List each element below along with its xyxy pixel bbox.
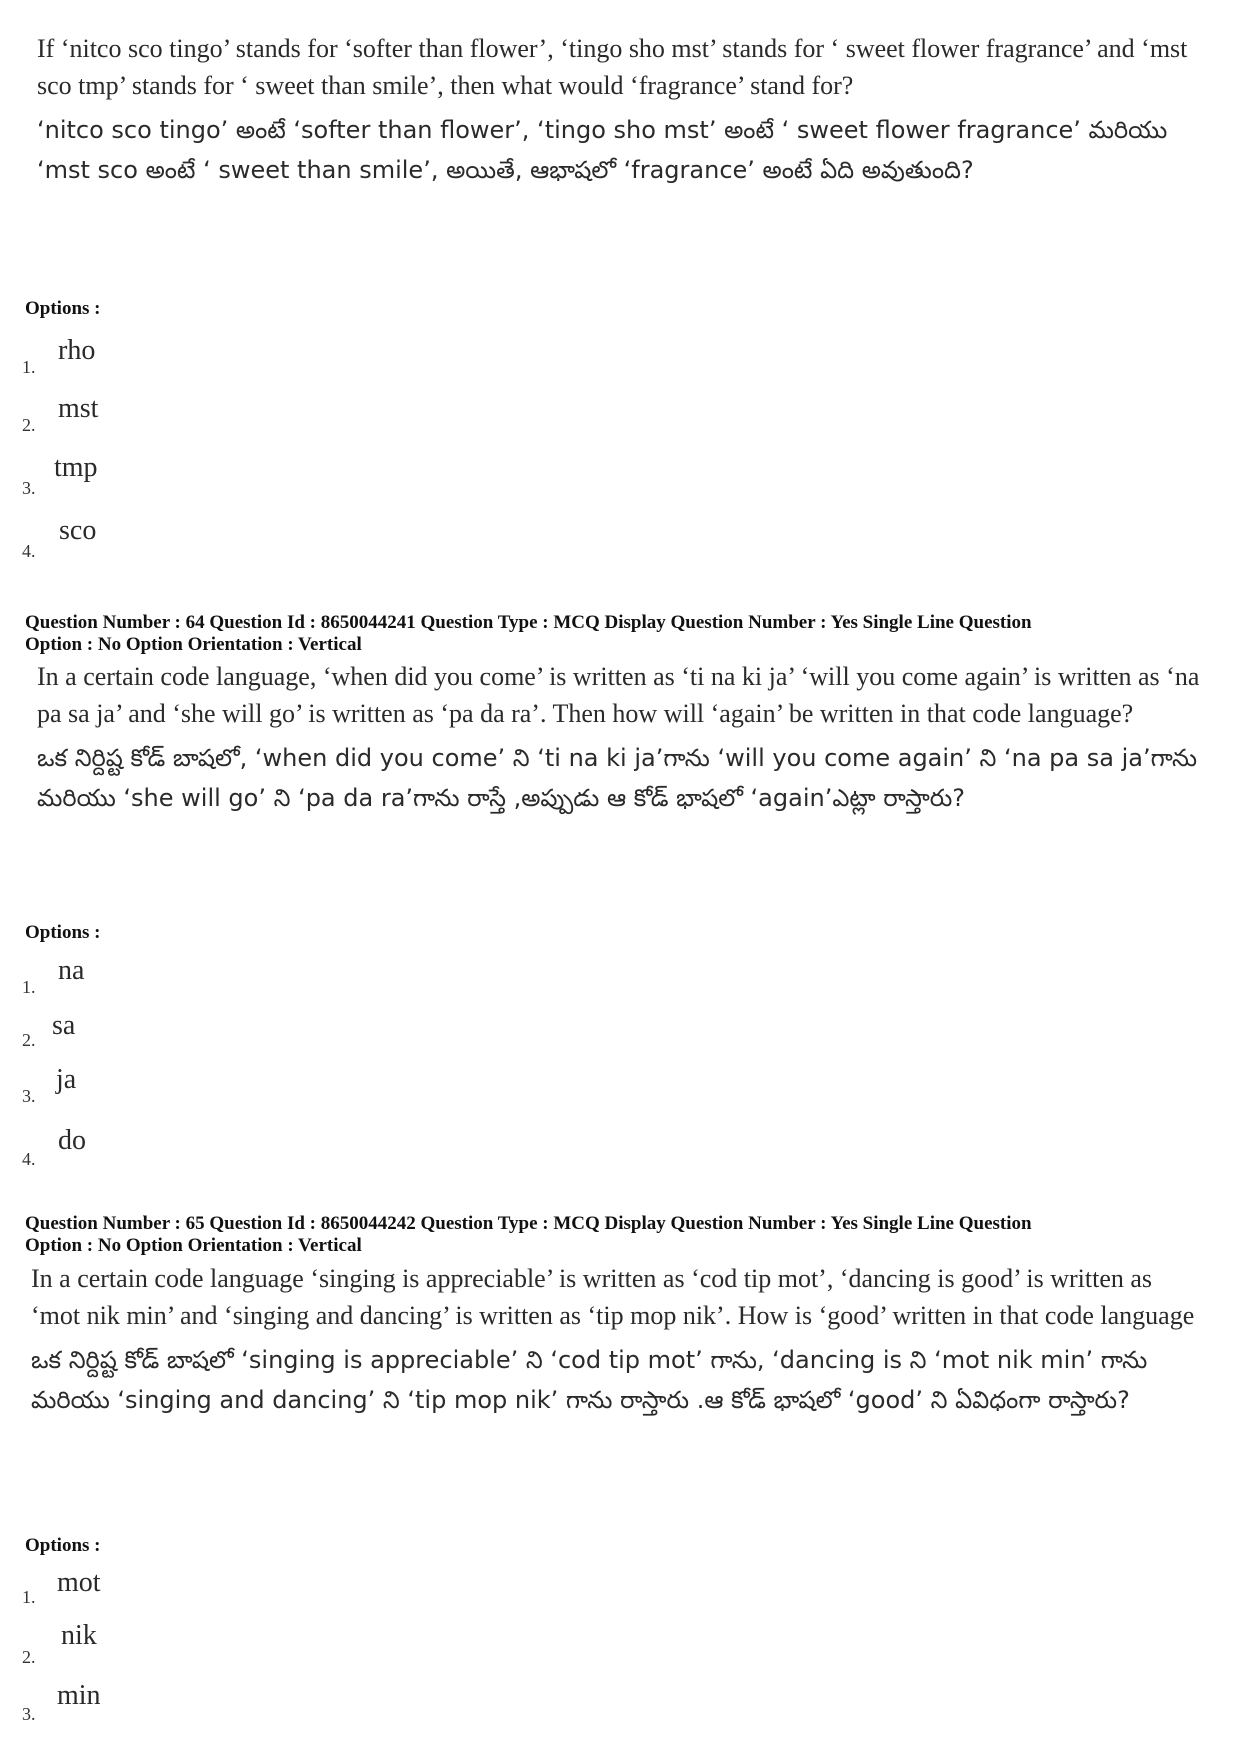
question-65-meta-line-2: Option : No Option Orientation : Vertical xyxy=(25,1235,362,1256)
option-text: mst xyxy=(58,393,99,424)
question-64-meta xyxy=(25,612,1225,656)
option-number: 3. xyxy=(22,1704,36,1724)
question-63-text xyxy=(37,30,1207,190)
question-63-options-label: Options : xyxy=(25,298,101,319)
question-65-option-2[interactable] xyxy=(22,1620,622,1670)
question-64-option-3[interactable] xyxy=(22,1064,622,1114)
question-63-telugu: ‘nitco sco tingo’ అంటే ‘softer than flower’, ‘tingo sho mst’ అంటే ‘ sweet flower fragrance’ మరియు ‘mst sco అంటే ‘ sweet than smile’, అయితే, ఆభాషలో ‘fragrance’ అంటే ఏది అవుతుంది? xyxy=(37,116,1168,184)
option-number: 4. xyxy=(22,541,36,561)
option-number: 3. xyxy=(22,478,36,498)
question-65-telugu: ఒక నిర్దిష్ట కోడ్ బాషలో ‘singing is appreciable’ ని ‘cod tip mot’ గాను, ‘dancing is ని ‘mot nik min’ గాను మరియు ‘singing and dancing’ ని ‘tip mop nik’ గాను రాస్తారు .ఆ కోడ్ భాషలో ‘good’ ని ఏవిధంగా రాస్తారు? xyxy=(31,1346,1148,1414)
option-text: sco xyxy=(59,515,97,546)
option-number: 2. xyxy=(22,1647,36,1667)
question-63-english: If ‘nitco sco tingo’ stands for ‘softer than flower’, ‘tingo sho mst’ stands for ‘ sweet flower fragrance’ and ‘mst sco tmp’ stands for ‘ sweet than smile’, then what would ‘fragrance’ stand for? xyxy=(37,34,1188,100)
question-63-option-4[interactable] xyxy=(22,515,622,565)
option-text: ja xyxy=(56,1064,77,1095)
option-text: mot xyxy=(57,1567,101,1598)
question-64-option-4[interactable] xyxy=(22,1125,622,1175)
option-number: 1. xyxy=(22,977,36,997)
question-64-options-label: Options : xyxy=(25,922,101,943)
option-text: sa xyxy=(52,1010,76,1041)
option-text: nik xyxy=(61,1620,97,1651)
option-text: min xyxy=(57,1680,101,1711)
question-64-option-1[interactable] xyxy=(22,955,622,1005)
question-65-meta-line-1: Question Number : 65 Question Id : 8650044242 Question Type : MCQ Display Question Number : Yes Single Line Question xyxy=(25,1213,1032,1234)
question-64-text xyxy=(37,658,1207,818)
question-64-telugu: ఒక నిర్దిష్ట కోడ్ బాషలో, ‘when did you come’ ని ‘ti na ki ja’గాను ‘will you come again’ ని ‘na pa sa ja’గాను మరియు ‘she will go’ ని ‘pa da ra’గాను రాస్తే ,అప్పుడు ఆ కోడ్ భాషలో ‘again’ఎట్లా రాస్తారు? xyxy=(37,744,1198,812)
option-text: do xyxy=(58,1125,86,1156)
option-text: rho xyxy=(58,335,96,366)
question-64-meta-line-2: Option : No Option Orientation : Vertical xyxy=(25,634,362,655)
question-65-english: In a certain code language ‘singing is appreciable’ is written as ‘cod tip mot’, ‘dancing is good’ is written as ‘mot nik min’ and ‘singing and dancing’ is written as ‘tip mop nik’. How is ‘good’ written in that code language xyxy=(31,1264,1195,1330)
option-number: 4. xyxy=(22,1149,36,1169)
option-number: 1. xyxy=(22,1587,36,1607)
question-65-options-label: Options : xyxy=(25,1535,101,1556)
question-63-option-1[interactable] xyxy=(22,335,622,385)
question-65-option-3[interactable] xyxy=(22,1680,622,1730)
option-number: 1. xyxy=(22,357,36,377)
question-63-option-3[interactable] xyxy=(22,452,622,502)
question-63-option-2[interactable] xyxy=(22,393,622,443)
question-65-meta xyxy=(25,1213,1225,1257)
option-number: 3. xyxy=(22,1086,36,1106)
question-64-option-2[interactable] xyxy=(22,1010,622,1060)
option-text: tmp xyxy=(54,452,98,483)
question-64-english: In a certain code language, ‘when did you come’ is written as ‘ti na ki ja’ ‘will you come again’ is written as ‘na pa sa ja’ and ‘she will go’ is written as ‘pa da ra’. Then how will ‘again’ be written in that code language? xyxy=(37,662,1200,728)
question-65-text xyxy=(31,1260,1201,1420)
option-number: 2. xyxy=(22,1030,36,1050)
option-number: 2. xyxy=(22,415,36,435)
question-64-meta-line-1: Question Number : 64 Question Id : 8650044241 Question Type : MCQ Display Question Number : Yes Single Line Question xyxy=(25,612,1032,633)
option-text: na xyxy=(58,955,85,986)
question-65-option-1[interactable] xyxy=(22,1567,622,1617)
